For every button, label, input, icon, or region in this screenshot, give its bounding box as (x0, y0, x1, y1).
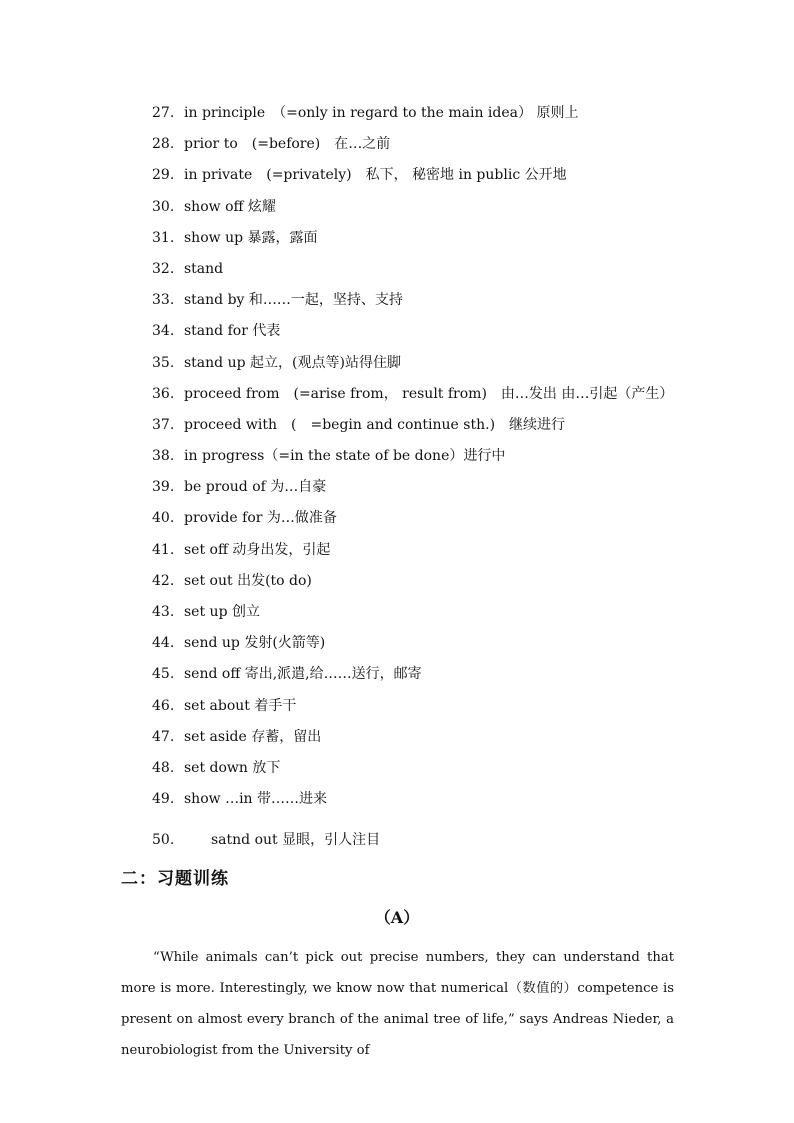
passage-label: （A） (374, 908, 420, 927)
vocab-item-number: 37. (152, 416, 175, 433)
vocab-item-text: in progress（=in the state of be done）进行中 (184, 448, 506, 465)
reading-passage: “While animals can’t pick out precise numbers, they can understand that more is more. Interestingly, we know now that numerical（数值的）competence is present on almost every branch of the animal tree of life,” says Andreas Nieder, a neurobiologist from the University of (121, 950, 674, 1058)
vocab-item (152, 784, 752, 815)
section-title: 二：习题训练 (121, 869, 229, 889)
vocab-item-number: 29. (152, 167, 175, 184)
vocab-item (152, 441, 752, 472)
vocab-item-number: 32. (152, 260, 175, 277)
vocab-item-text: set up 创立 (184, 604, 260, 620)
vocab-item-text: send up 发射(火箭等) (184, 635, 326, 652)
vocab-item-number: 50. (152, 832, 175, 849)
vocab-item-text: prior to (=before) 在…之前 (184, 136, 391, 153)
vocab-item (152, 379, 752, 410)
vocab-item-number: 46. (152, 697, 175, 714)
vocab-item-text: provide for 为…做准备 (184, 510, 337, 527)
vocab-item (152, 254, 752, 285)
vocab-item-text: stand for 代表 (184, 323, 281, 340)
vocab-item-number: 43. (152, 604, 175, 620)
vocab-item-text: send off 寄出,派遣,给……送行，邮寄 (184, 666, 422, 683)
vocab-item (152, 160, 752, 191)
vocab-item-number: 28. (152, 136, 175, 153)
vocab-item (152, 535, 752, 566)
vocab-item (152, 691, 752, 722)
vocab-item (152, 503, 752, 534)
vocab-item-text: satnd out 显眼，引人注目 (211, 832, 381, 849)
vocab-item (152, 98, 752, 129)
vocab-item-number: 41. (152, 541, 175, 558)
vocab-item-text: in private (=privately) 私下， 秘密地 in public 公开地 (184, 167, 567, 184)
vocab-item (152, 316, 752, 347)
vocab-item-text: proceed with ( =begin and continue sth.) 继续进行 (184, 416, 566, 433)
vocab-item-number: 48. (152, 759, 175, 776)
vocab-item-text: set out 出发(to do) (184, 572, 312, 589)
vocab-item (152, 285, 752, 316)
vocab-item-text: show off 炫耀 (184, 198, 276, 215)
vocab-item-number: 42. (152, 572, 175, 589)
vocab-item (152, 129, 752, 160)
vocab-item-text: set aside 存蓄，留出 (184, 728, 322, 745)
vocab-item-number: 33. (152, 292, 175, 309)
vocab-item-text: be proud of 为…自豪 (184, 479, 327, 496)
vocab-item (152, 410, 752, 441)
vocab-item-number: 47. (152, 728, 175, 745)
vocab-item-text: in principle （=only in regard to the main idea） 原则上 (184, 105, 579, 121)
vocab-item (152, 753, 752, 784)
vocab-item (152, 597, 752, 628)
vocab-item (152, 192, 752, 223)
vocab-item-number: 45. (152, 666, 175, 683)
vocab-item-number: 38. (152, 448, 175, 465)
vocab-item-text: stand by 和……一起，坚持、支持 (184, 292, 403, 309)
vocab-item-text: set about 着手干 (184, 697, 297, 714)
vocab-item (152, 348, 752, 379)
vocab-item (152, 472, 752, 503)
vocab-item-number: 27. (152, 105, 175, 121)
vocab-item-number: 40. (152, 510, 175, 527)
vocab-item-text: show …in 带……进来 (184, 791, 328, 808)
vocab-item-number: 39. (152, 479, 175, 496)
vocab-item (152, 566, 752, 597)
vocab-item-text: stand (184, 260, 224, 277)
vocab-item-number: 31. (152, 229, 175, 246)
vocab-item-number: 49. (152, 791, 175, 808)
vocab-item-text: proceed from (=arise from， result from) 由…发出 由…引起（产生） (184, 385, 674, 402)
vocab-item (152, 825, 752, 856)
vocab-item (152, 722, 752, 753)
vocab-item-number: 35. (152, 354, 175, 371)
vocab-item-number: 36. (152, 385, 175, 402)
vocab-item (152, 223, 752, 254)
vocab-item-text: show up 暴露，露面 (184, 229, 318, 246)
vocab-item-text: set down 放下 (184, 759, 281, 776)
vocab-item-text: stand up 起立，(观点等)站得住脚 (184, 354, 401, 371)
vocab-item-number: 44. (152, 635, 175, 652)
vocab-item-number: 34. (152, 323, 175, 340)
vocab-list (152, 98, 752, 857)
vocab-item (152, 628, 752, 659)
vocab-item-text: set off 动身出发，引起 (184, 541, 331, 558)
vocab-item (152, 659, 752, 690)
vocab-item-number: 30. (152, 198, 175, 215)
